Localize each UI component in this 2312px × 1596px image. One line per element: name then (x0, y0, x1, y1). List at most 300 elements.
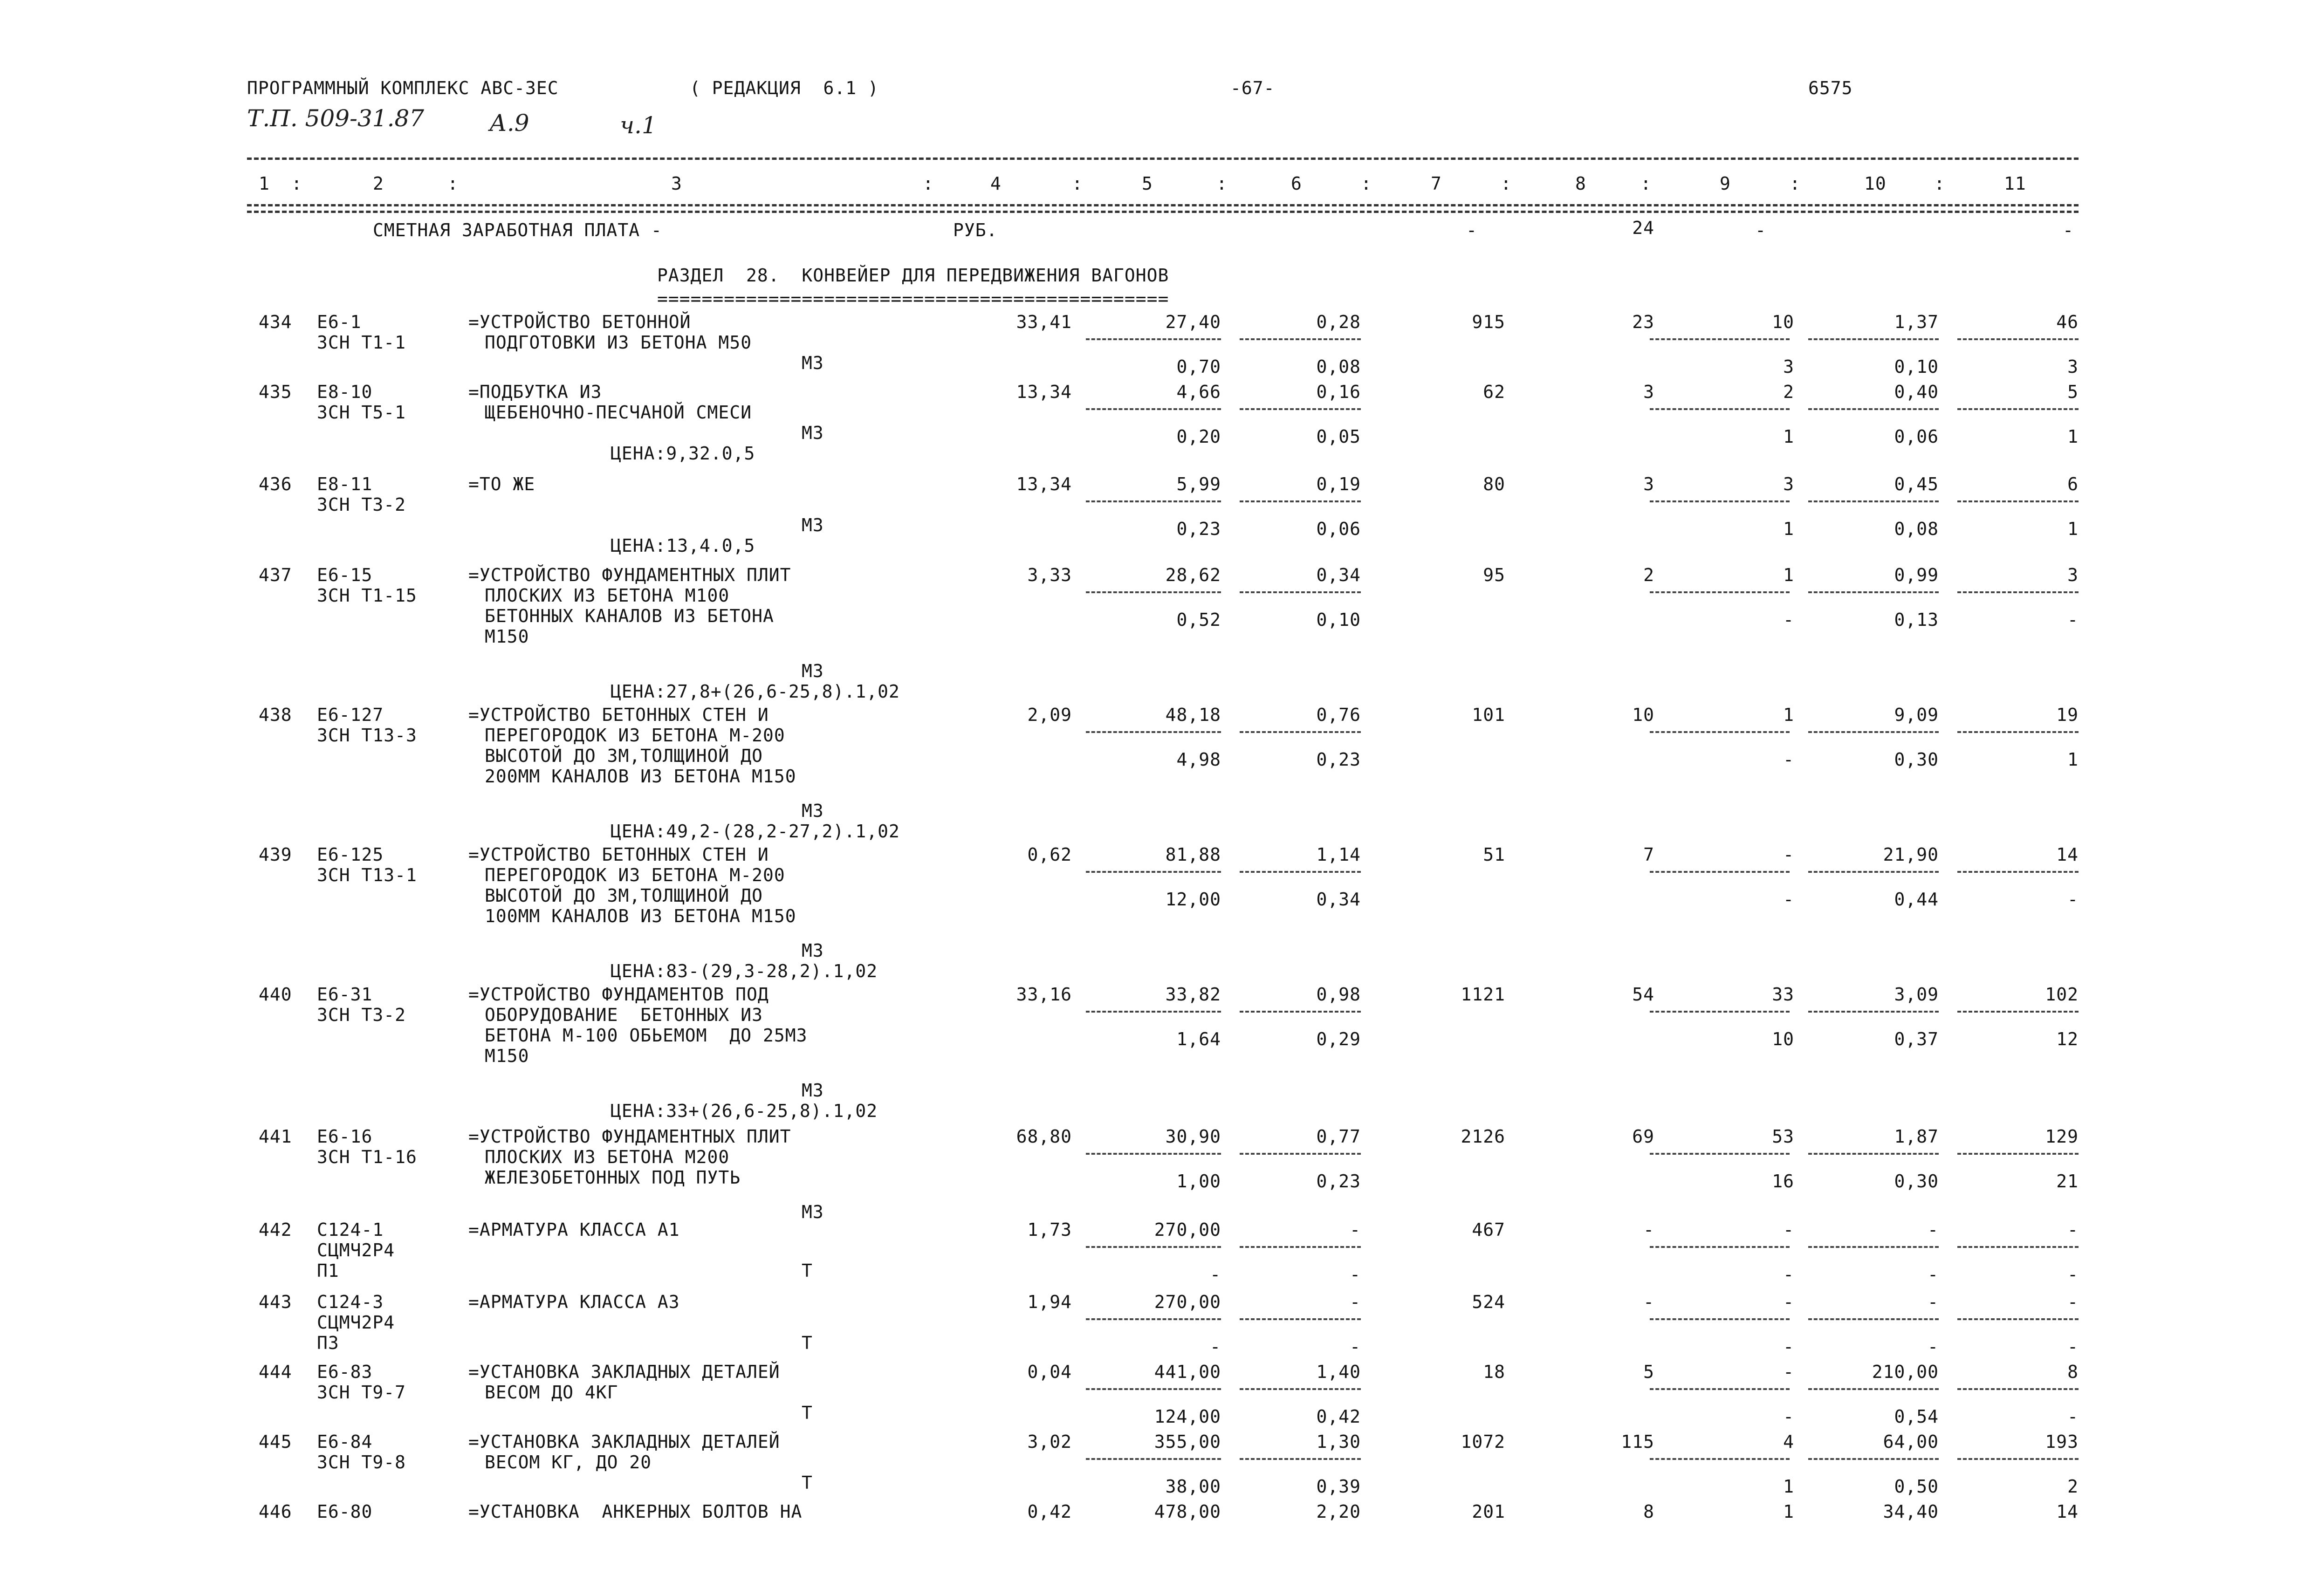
col9-subvalue: - (1783, 1336, 1794, 1357)
col7-value: 80 (1483, 474, 1505, 494)
row-reference: ЗСН Т13-1 (317, 865, 417, 885)
cell-divider-rule (1957, 1458, 2079, 1460)
col6-value: 0,16 (1316, 382, 1361, 402)
col9-value: 33 (1772, 984, 1794, 1005)
col5-value: 28,62 (1165, 565, 1221, 585)
cell-divider-rule (1086, 1011, 1221, 1013)
col6-subvalue: 0,05 (1316, 426, 1361, 447)
row-code: С124-3 (317, 1292, 384, 1312)
col10-subvalue: - (1928, 1264, 1939, 1285)
col11-subvalue: 1 (2067, 426, 2079, 447)
col10-subvalue: 0,30 (1894, 749, 1939, 770)
col6-subvalue: 0,23 (1316, 749, 1361, 770)
cell-divider-rule (1086, 1318, 1221, 1320)
col6-value: - (1350, 1219, 1361, 1240)
row-price-note: ЦЕНА:9,32.0,5 (611, 443, 755, 464)
cell-divider-rule (1240, 408, 1361, 410)
cell-divider-rule (1650, 1388, 1790, 1390)
col9-value: - (1783, 1292, 1794, 1312)
col9-subvalue: 1 (1783, 519, 1794, 539)
row-description-line: ОБОРУДОВАНИЕ БЕТОННЫХ ИЗ (485, 1005, 763, 1025)
row-description-line: ВЫСОТОЙ ДО 3М,ТОЛЩИНОЙ ДО (485, 885, 763, 906)
col10-subvalue: 0,37 (1894, 1029, 1939, 1049)
cell-divider-rule (1808, 338, 1939, 340)
row-unit: М3 (802, 801, 824, 821)
col7-value: 201 (1472, 1501, 1505, 1522)
col5-value: 81,88 (1165, 844, 1221, 865)
col9-subvalue: 1 (1783, 1476, 1794, 1497)
cell-divider-rule (1957, 408, 2079, 410)
row-description-line: 100ММ КАНАЛОВ ИЗ БЕТОНА М150 (485, 906, 796, 926)
col6-subvalue: 0,42 (1316, 1406, 1361, 1427)
row-reference: СЦМЧ2Р4 (317, 1312, 395, 1333)
col6-subvalue: 0,10 (1316, 610, 1361, 630)
column-header-8: 8 (1575, 173, 1586, 194)
row-number: 436 (259, 474, 292, 494)
row-description-line: =УСТАНОВКА ЗАКЛАДНЫХ ДЕТАЛЕЙ (468, 1362, 780, 1382)
col9-value: - (1783, 1362, 1794, 1382)
col10-value: 21,90 (1883, 844, 1939, 865)
col11-value: 19 (2056, 705, 2079, 725)
column-header-3: 3 (671, 173, 682, 194)
col5-subvalue: - (1210, 1336, 1221, 1357)
cell-divider-rule (1957, 1153, 2079, 1155)
row-code: Е8-11 (317, 474, 373, 494)
col10-subvalue: 0,08 (1894, 519, 1939, 539)
cell-divider-rule (1957, 1011, 2079, 1013)
col6-value: 2,20 (1316, 1501, 1361, 1522)
row-description-line: =УСТРОЙСТВО ФУНДАМЕНТНЫХ ПЛИТ (468, 565, 791, 585)
row-unit: Т (802, 1260, 813, 1281)
row-code: Е6-16 (317, 1126, 373, 1147)
column-header-6: 6 (1291, 173, 1302, 194)
cell-divider-rule (1957, 1246, 2079, 1248)
col10-subvalue: 0,06 (1894, 426, 1939, 447)
row-reference: ЗСН Т3-2 (317, 494, 406, 515)
col10-value: 64,00 (1883, 1432, 1939, 1452)
row-code: Е6-15 (317, 565, 373, 585)
cell-divider-rule (1650, 500, 1790, 502)
cell-divider-rule (1086, 591, 1221, 593)
col6-value: 0,28 (1316, 312, 1361, 332)
handwritten-album: А.9 (489, 110, 529, 137)
col11-subvalue: - (2067, 610, 2079, 630)
col8-value: 7 (1643, 844, 1654, 865)
wage-col9: - (1755, 220, 1766, 240)
col8-value: 2 (1643, 565, 1654, 585)
row-number: 446 (259, 1501, 292, 1522)
column-header-9: 9 (1720, 173, 1731, 194)
col7-value: 467 (1472, 1219, 1505, 1240)
col11-subvalue: - (2067, 889, 2079, 910)
row-code: Е6-125 (317, 844, 384, 865)
cell-divider-rule (1650, 1318, 1790, 1320)
col10-value: 0,45 (1894, 474, 1939, 494)
row-unit: М3 (802, 1202, 824, 1222)
col11-value: 3 (2067, 565, 2079, 585)
col7-value: 18 (1483, 1362, 1505, 1382)
cell-divider-rule (1808, 1458, 1939, 1460)
col6-value: - (1350, 1292, 1361, 1312)
col9-value: 53 (1772, 1126, 1794, 1147)
cell-divider-rule (1086, 500, 1221, 502)
column-separator: : (1501, 173, 1512, 194)
col11-value: 8 (2067, 1362, 2079, 1382)
row-unit: Т (802, 1473, 813, 1493)
col11-subvalue: - (2067, 1264, 2079, 1285)
col10-value: - (1928, 1219, 1939, 1240)
col5-subvalue: 0,23 (1176, 519, 1221, 539)
col9-subvalue: - (1783, 1406, 1794, 1427)
column-header-11: 11 (2004, 173, 2026, 194)
row-unit: М3 (802, 661, 824, 681)
col9-subvalue: - (1783, 610, 1794, 630)
col5-subvalue: 1,64 (1176, 1029, 1221, 1049)
col9-value: 10 (1772, 312, 1794, 332)
col10-value: 0,40 (1894, 382, 1939, 402)
col4-value: 1,94 (1027, 1292, 1072, 1312)
col10-value: 0,99 (1894, 565, 1939, 585)
cell-divider-rule (1808, 591, 1939, 593)
col10-value: 210,00 (1872, 1362, 1939, 1382)
col10-subvalue: 0,10 (1894, 356, 1939, 377)
row-description-line: БЕТОННЫХ КАНАЛОВ ИЗ БЕТОНА (485, 606, 774, 626)
row-reference: ЗСН Т9-7 (317, 1382, 406, 1403)
row-reference-2: П1 (317, 1260, 339, 1281)
row-code: С124-1 (317, 1219, 384, 1240)
handwritten-project-code: Т.П. 509-31.87 (247, 105, 425, 132)
col5-value: 441,00 (1154, 1362, 1221, 1382)
row-description-line: ВЫСОТОЙ ДО 3М,ТОЛЩИНОЙ ДО (485, 746, 763, 766)
col5-subvalue: 4,98 (1176, 749, 1221, 770)
col5-subvalue: 124,00 (1154, 1406, 1221, 1427)
col8-value: - (1643, 1292, 1654, 1312)
cell-divider-rule (1650, 1011, 1790, 1013)
row-number: 440 (259, 984, 292, 1005)
row-description-line: ПОДГОТОВКИ ИЗ БЕТОНА М50 (485, 332, 752, 353)
row-number: 445 (259, 1432, 292, 1452)
section-underline: ============================================== (657, 288, 1169, 309)
col7-value: 2126 (1461, 1126, 1505, 1147)
cell-divider-rule (1240, 1153, 1361, 1155)
col9-subvalue: 3 (1783, 356, 1794, 377)
cell-divider-rule (1240, 1246, 1361, 1248)
col9-subvalue: 10 (1772, 1029, 1794, 1049)
row-reference: ЗСН Т13-3 (317, 725, 417, 746)
row-price-note: ЦЕНА:49,2-(28,2-27,2).1,02 (611, 821, 900, 842)
row-description-line: =ТО ЖЕ (468, 474, 535, 494)
row-description-line: =УСТРОЙСТВО БЕТОННЫХ СТЕН И (468, 705, 769, 725)
col10-value: 9,09 (1894, 705, 1939, 725)
row-description-line: =УСТРОЙСТВО ФУНДАМЕНТНЫХ ПЛИТ (468, 1126, 791, 1147)
col4-value: 33,41 (1016, 312, 1072, 332)
row-description-line: М150 (485, 1046, 529, 1066)
cell-divider-rule (1808, 408, 1939, 410)
col6-subvalue: 0,29 (1316, 1029, 1361, 1049)
col7-value: 524 (1472, 1292, 1505, 1312)
col6-value: 0,34 (1316, 565, 1361, 585)
cell-divider-rule (1650, 1246, 1790, 1248)
row-description-line: =АРМАТУРА КЛАССА А1 (468, 1219, 680, 1240)
col11-subvalue: 12 (2056, 1029, 2079, 1049)
column-separator: : (923, 173, 934, 194)
row-unit: М3 (802, 353, 824, 373)
column-header-1: 1 (259, 173, 270, 194)
cell-divider-rule (1650, 871, 1790, 873)
col4-value: 3,33 (1027, 565, 1072, 585)
header-top-rule (247, 158, 2079, 160)
row-description-line: =ПОДБУТКА ИЗ (468, 382, 602, 402)
cell-divider-rule (1240, 731, 1361, 733)
row-description-line: ВЕСОМ ДО 4КГ (485, 1382, 618, 1403)
col4-value: 0,42 (1027, 1501, 1072, 1522)
col9-subvalue: 16 (1772, 1171, 1794, 1192)
section-title: РАЗДЕЛ 28. КОНВЕЙЕР ДЛЯ ПЕРЕДВИЖЕНИЯ ВАГОНОВ (657, 265, 1169, 286)
row-description-line: =УСТРОЙСТВО БЕТОННЫХ СТЕН И (468, 844, 769, 865)
col4-value: 1,73 (1027, 1219, 1072, 1240)
column-separator: : (1216, 173, 1228, 194)
col6-subvalue: 0,06 (1316, 519, 1361, 539)
row-reference-2: П3 (317, 1333, 339, 1353)
wage-col7: - (1466, 220, 1477, 240)
col5-value: 270,00 (1154, 1219, 1221, 1240)
row-number: 443 (259, 1292, 292, 1312)
cell-divider-rule (1086, 871, 1221, 873)
col10-subvalue: 0,13 (1894, 610, 1939, 630)
cell-divider-rule (1240, 1011, 1361, 1013)
col11-subvalue: 1 (2067, 519, 2079, 539)
cell-divider-rule (1086, 408, 1221, 410)
col5-subvalue: - (1210, 1264, 1221, 1285)
col6-value: 0,19 (1316, 474, 1361, 494)
col6-subvalue: - (1350, 1264, 1361, 1285)
col6-subvalue: 0,39 (1316, 1476, 1361, 1497)
header-bottom-rule (247, 204, 2079, 206)
col8-value: 54 (1632, 984, 1654, 1005)
col7-value: 915 (1472, 312, 1505, 332)
col6-value: 0,76 (1316, 705, 1361, 725)
col11-value: - (2067, 1292, 2079, 1312)
col11-value: 5 (2067, 382, 2079, 402)
row-description-line: ПЕРЕГОРОДОК ИЗ БЕТОНА М-200 (485, 725, 785, 746)
col5-value: 5,99 (1176, 474, 1221, 494)
col6-subvalue: - (1350, 1336, 1361, 1357)
col6-subvalue: 0,08 (1316, 356, 1361, 377)
row-price-note: ЦЕНА:27,8+(26,6-25,8).1,02 (611, 681, 900, 702)
row-number: 441 (259, 1126, 292, 1147)
col11-value: 14 (2056, 844, 2079, 865)
row-code: Е8-10 (317, 382, 373, 402)
row-description-line: =УСТРОЙСТВО БЕТОННОЙ (468, 312, 691, 332)
row-number: 435 (259, 382, 292, 402)
col11-value: 6 (2067, 474, 2079, 494)
row-code: Е6-83 (317, 1362, 373, 1382)
col9-value: 1 (1783, 1501, 1794, 1522)
col10-subvalue: 0,54 (1894, 1406, 1939, 1427)
col11-subvalue: 2 (2067, 1476, 2079, 1497)
col10-value: 3,09 (1894, 984, 1939, 1005)
cell-divider-rule (1650, 591, 1790, 593)
column-header-7: 7 (1431, 173, 1442, 194)
edition-label: ( РЕДАКЦИЯ 6.1 ) (690, 78, 879, 98)
cell-divider-rule (1957, 1318, 2079, 1320)
cell-divider-rule (1086, 1246, 1221, 1248)
cell-divider-rule (1086, 338, 1221, 340)
row-reference: ЗСН Т3-2 (317, 1005, 406, 1025)
row-code: Е6-84 (317, 1432, 373, 1452)
cell-divider-rule (1086, 731, 1221, 733)
row-number: 434 (259, 312, 292, 332)
col6-value: 1,40 (1316, 1362, 1361, 1382)
col8-value: 69 (1632, 1126, 1654, 1147)
col10-value: 1,87 (1894, 1126, 1939, 1147)
column-separator: : (1361, 173, 1372, 194)
row-description-line: 200ММ КАНАЛОВ ИЗ БЕТОНА М150 (485, 766, 796, 787)
col9-value: 2 (1783, 382, 1794, 402)
col4-value: 13,34 (1016, 382, 1072, 402)
col5-value: 33,82 (1165, 984, 1221, 1005)
col11-subvalue: - (2067, 1406, 2079, 1427)
cell-divider-rule (1808, 1388, 1939, 1390)
cell-divider-rule (1086, 1153, 1221, 1155)
col7-value: 95 (1483, 565, 1505, 585)
cell-divider-rule (1240, 500, 1361, 502)
cell-divider-rule (1240, 871, 1361, 873)
cell-divider-rule (1808, 871, 1939, 873)
row-description-line: М150 (485, 626, 529, 647)
cell-divider-rule (1957, 338, 2079, 340)
row-description-line: БЕТОНА М-100 ОБЬЕМОМ ДО 25М3 (485, 1025, 808, 1046)
col11-value: 129 (2045, 1126, 2079, 1147)
cell-divider-rule (1808, 1153, 1939, 1155)
row-unit: М3 (802, 423, 824, 443)
col9-value: - (1783, 844, 1794, 865)
cell-divider-rule (1240, 338, 1361, 340)
header-bottom-rule-2 (247, 211, 2079, 213)
col4-value: 0,04 (1027, 1362, 1072, 1382)
col4-value: 13,34 (1016, 474, 1072, 494)
col8-value: 10 (1632, 705, 1654, 725)
column-header-10: 10 (1864, 173, 1887, 194)
col10-value: - (1928, 1292, 1939, 1312)
col6-subvalue: 0,34 (1316, 889, 1361, 910)
col9-value: 3 (1783, 474, 1794, 494)
col4-value: 33,16 (1016, 984, 1072, 1005)
column-header-5: 5 (1142, 173, 1153, 194)
col4-value: 2,09 (1027, 705, 1072, 725)
row-unit: М3 (802, 1080, 824, 1101)
col10-value: 1,37 (1894, 312, 1939, 332)
wage-label: СМЕТНАЯ ЗАРАБОТНАЯ ПЛАТА - (373, 220, 662, 240)
row-unit: Т (802, 1333, 813, 1353)
col5-subvalue: 1,00 (1176, 1171, 1221, 1192)
col6-value: 0,77 (1316, 1126, 1361, 1147)
col6-value: 0,98 (1316, 984, 1361, 1005)
cell-divider-rule (1650, 1153, 1790, 1155)
program-title: ПРОГРАММНЫЙ КОМПЛЕКС АВС-ЗЕС (247, 78, 559, 98)
col5-value: 30,90 (1165, 1126, 1221, 1147)
row-description-line: ПЕРЕГОРОДОК ИЗ БЕТОНА М-200 (485, 865, 785, 885)
col5-value: 27,40 (1165, 312, 1221, 332)
col8-value: 23 (1632, 312, 1654, 332)
wage-col8: 24 (1632, 218, 1654, 238)
row-description-line: =УСТАНОВКА ЗАКЛАДНЫХ ДЕТАЛЕЙ (468, 1432, 780, 1452)
col8-value: - (1643, 1219, 1654, 1240)
col4-value: 0,62 (1027, 844, 1072, 865)
col5-value: 478,00 (1154, 1501, 1221, 1522)
col7-value: 1072 (1461, 1432, 1505, 1452)
cell-divider-rule (1650, 408, 1790, 410)
col10-subvalue: 0,30 (1894, 1171, 1939, 1192)
col8-value: 3 (1643, 474, 1654, 494)
page-number: -67- (1230, 78, 1275, 98)
col4-value: 3,02 (1027, 1432, 1072, 1452)
row-price-note: ЦЕНА:33+(26,6-25,8).1,02 (611, 1101, 878, 1121)
cell-divider-rule (1240, 1318, 1361, 1320)
cell-divider-rule (1808, 1246, 1939, 1248)
col9-subvalue: - (1783, 1264, 1794, 1285)
cell-divider-rule (1240, 1388, 1361, 1390)
row-number: 442 (259, 1219, 292, 1240)
cell-divider-rule (1650, 731, 1790, 733)
col5-subvalue: 0,20 (1176, 426, 1221, 447)
row-code: Е6-80 (317, 1501, 373, 1522)
col10-subvalue: - (1928, 1336, 1939, 1357)
col9-subvalue: - (1783, 889, 1794, 910)
column-separator: : (291, 173, 302, 194)
col11-value: 102 (2045, 984, 2079, 1005)
row-number: 438 (259, 705, 292, 725)
row-number: 437 (259, 565, 292, 585)
cell-divider-rule (1957, 1388, 2079, 1390)
row-number: 439 (259, 844, 292, 865)
col10-subvalue: 0,44 (1894, 889, 1939, 910)
col11-subvalue: - (2067, 1336, 2079, 1357)
col11-subvalue: 21 (2056, 1171, 2079, 1192)
cell-divider-rule (1808, 1318, 1939, 1320)
row-description-line: =УСТАНОВКА АНКЕРНЫХ БОЛТОВ НА (468, 1501, 803, 1522)
cell-divider-rule (1957, 500, 2079, 502)
col10-value: 34,40 (1883, 1501, 1939, 1522)
cell-divider-rule (1808, 731, 1939, 733)
cell-divider-rule (1808, 1011, 1939, 1013)
col6-value: 1,30 (1316, 1432, 1361, 1452)
row-description-line: =АРМАТУРА КЛАССА А3 (468, 1292, 680, 1312)
cell-divider-rule (1808, 500, 1939, 502)
column-separator: : (1934, 173, 1945, 194)
row-unit: М3 (802, 515, 824, 535)
cell-divider-rule (1650, 338, 1790, 340)
cell-divider-rule (1086, 1388, 1221, 1390)
column-separator: : (1072, 173, 1083, 194)
row-reference: ЗСН Т1-16 (317, 1147, 417, 1167)
row-reference: ЗСН Т5-1 (317, 402, 406, 423)
column-separator: : (1790, 173, 1801, 194)
col6-subvalue: 0,23 (1316, 1171, 1361, 1192)
col5-value: 270,00 (1154, 1292, 1221, 1312)
cell-divider-rule (1240, 1458, 1361, 1460)
cell-divider-rule (1957, 591, 2079, 593)
col5-value: 355,00 (1154, 1432, 1221, 1452)
row-description-line: ПЛОСКИХ ИЗ БЕТОНА М200 (485, 1147, 730, 1167)
cell-divider-rule (1650, 1458, 1790, 1460)
col9-value: 1 (1783, 565, 1794, 585)
cell-divider-rule (1086, 1458, 1221, 1460)
col9-value: - (1783, 1219, 1794, 1240)
row-description-line: ЩЕБЕНОЧНО-ПЕСЧАНОЙ СМЕСИ (485, 402, 752, 423)
col11-value: 46 (2056, 312, 2079, 332)
col5-subvalue: 38,00 (1165, 1476, 1221, 1497)
